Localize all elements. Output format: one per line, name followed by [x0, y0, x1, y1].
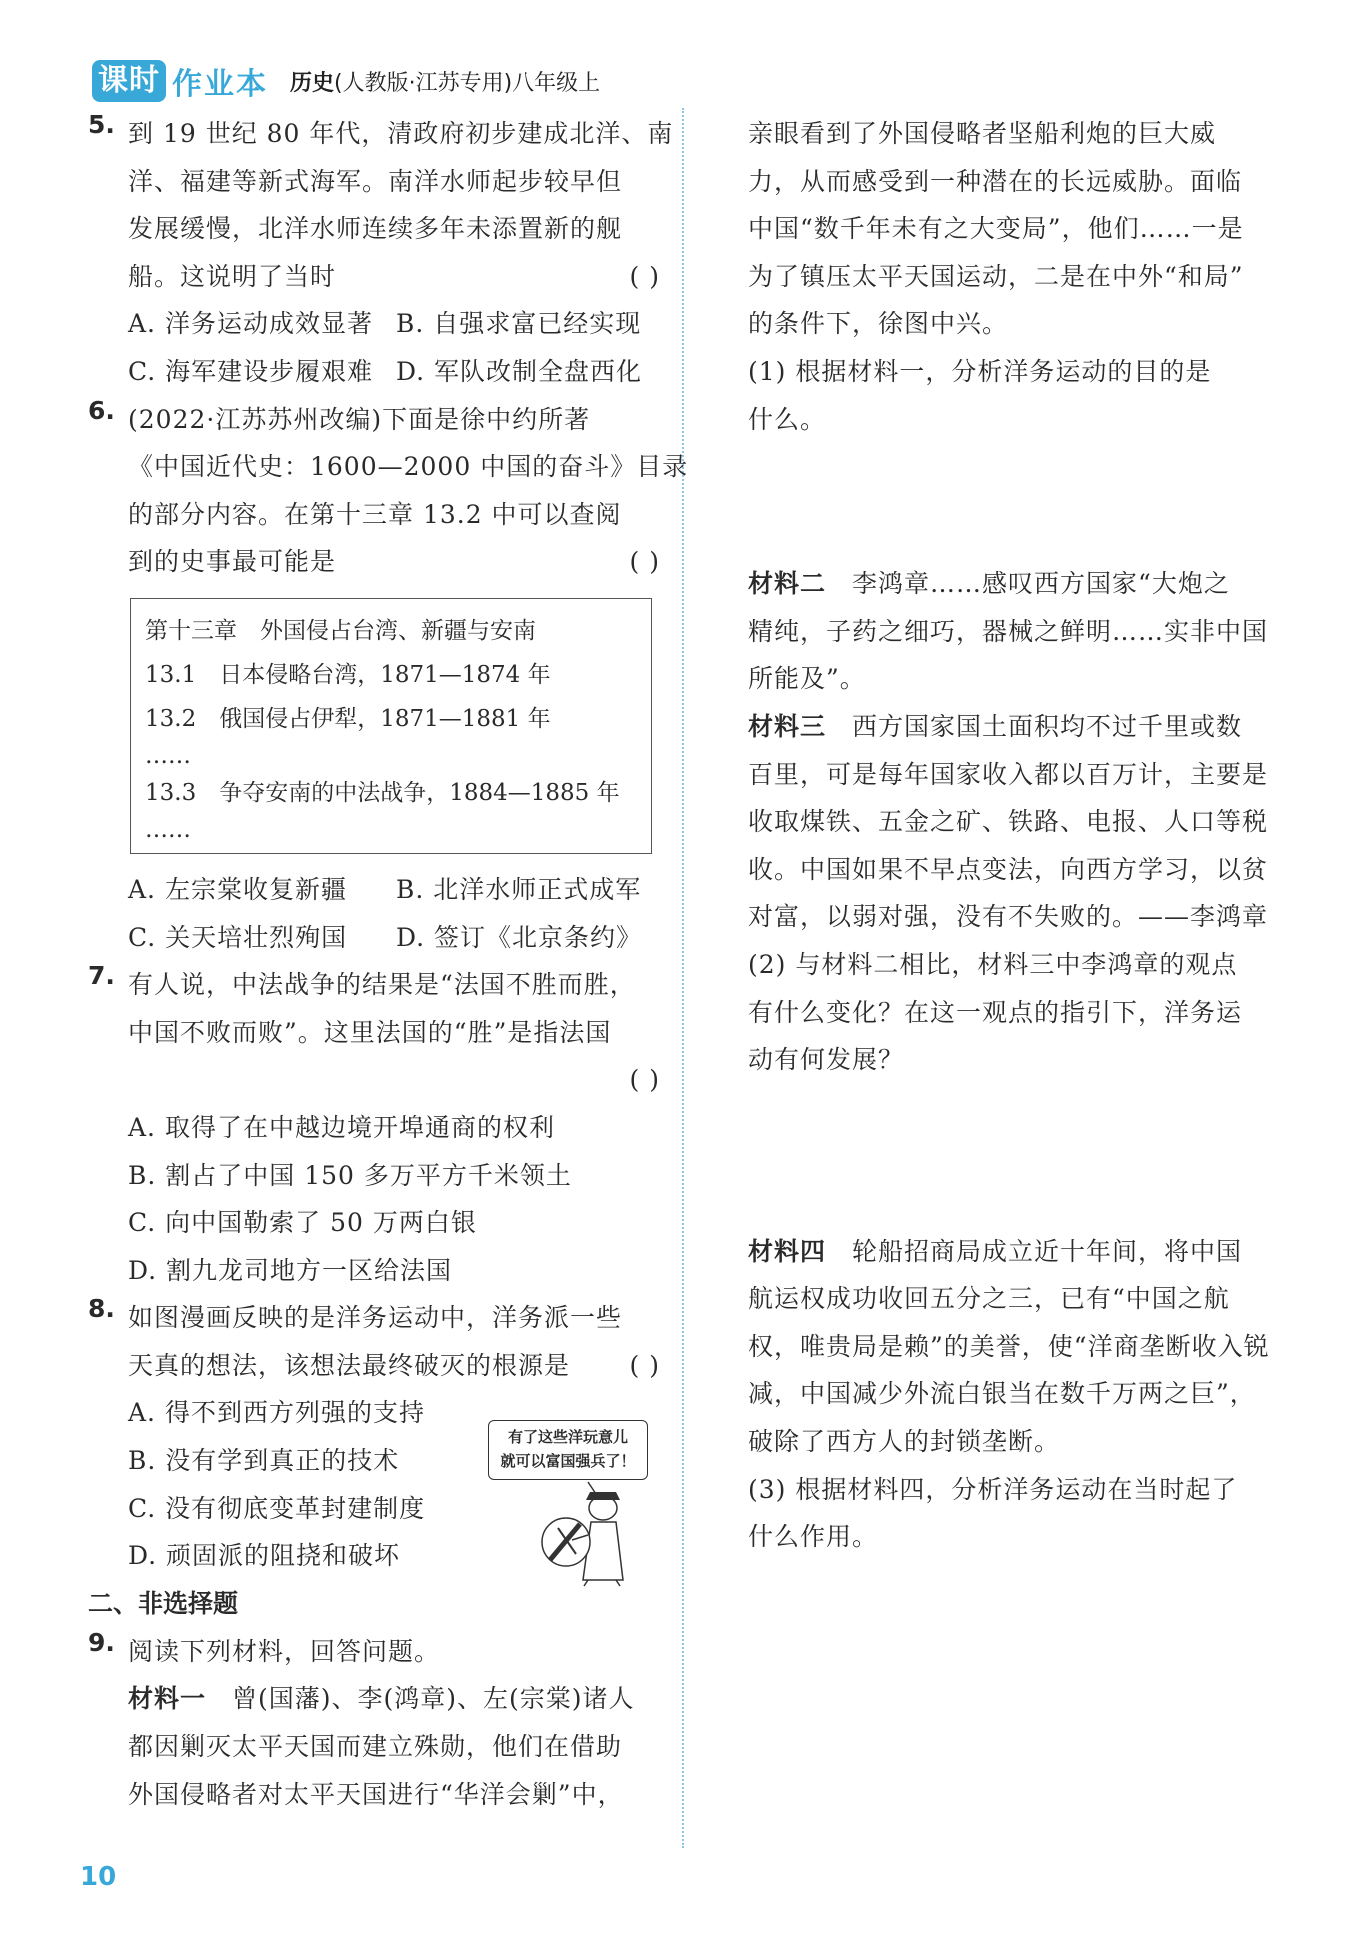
- question-text-line: 有人说，中法战争的结果是“法国不胜而胜，: [128, 970, 636, 1000]
- question-text-line: 如图漫画反映的是洋务运动中，洋务派一些: [128, 1303, 623, 1333]
- table-of-contents-box: [130, 598, 652, 854]
- page-number: 10: [80, 1862, 117, 1892]
- question-text-line: 到 19 世纪 80 年代，清政府初步建成北洋、南: [128, 119, 674, 148]
- edition-text: (人教版·江苏专用)八年级上: [334, 70, 601, 96]
- option-c[interactable]: C. 向中国勒索了 50 万两白银: [128, 1208, 477, 1238]
- material-line: 权，唯贵局是赖”的美誉，使“洋商垄断收入锐: [748, 1331, 1270, 1361]
- answer-bracket[interactable]: ( ): [629, 1065, 660, 1095]
- question-7: [88, 961, 660, 1104]
- option-d[interactable]: D. 签订《北京条约》: [396, 922, 643, 952]
- material-line: 收取煤铁、五金之矿、铁路、电报、人口等税: [748, 807, 1269, 837]
- right-column: [748, 110, 1288, 1761]
- page-header: [92, 58, 600, 104]
- options-row: [88, 300, 660, 348]
- option-a[interactable]: A. 得不到西方列强的支持: [128, 1398, 425, 1428]
- option-c[interactable]: C. 没有彻底变革封建制度: [128, 1493, 426, 1523]
- material-line: 为了镇压太平天国运动，二是在中外“和局”: [748, 261, 1244, 291]
- material-text: 轮船招商局成立近十年间，将中国: [852, 1236, 1243, 1266]
- material-line: 力，从而感受到一种潜在的长远威胁。面临: [748, 166, 1243, 196]
- material-line: 减，中国减少外流白银当在数千万两之巨”，: [748, 1379, 1256, 1409]
- toc-line: 13.2 俄国侵占伊犁，1871—1881 年: [145, 705, 551, 732]
- answer-bracket[interactable]: ( ): [629, 1350, 660, 1380]
- brand-logo: [92, 59, 268, 103]
- question-6: [88, 395, 689, 586]
- option-d[interactable]: D. 军队改制全盘西化: [396, 356, 643, 386]
- toc-line: 13.3 争夺安南的中法战争，1884—1885 年: [145, 779, 620, 806]
- material-line: [748, 1228, 1288, 1276]
- sub-question-2: 动有何发展？: [748, 1045, 905, 1075]
- toc-line: 第十三章 外国侵占台湾、新疆与安南: [145, 617, 536, 644]
- material-line: 的条件下，徐图中兴。: [748, 309, 1009, 339]
- toc-line: ……: [145, 816, 191, 843]
- material-line: 航运权成功收回五分之三，已有“中国之航: [748, 1284, 1230, 1314]
- option-a[interactable]: A. 左宗棠收复新疆: [128, 874, 347, 904]
- option-d[interactable]: D. 顽固派的阻挠和破坏: [128, 1541, 401, 1571]
- column-divider: [682, 108, 684, 1848]
- material-line: 百里，可是每年国家收入都以百万计，主要是: [748, 759, 1269, 789]
- option-c[interactable]: C. 关天培壮烈殉国: [128, 922, 348, 952]
- answer-bracket[interactable]: ( ): [629, 547, 660, 577]
- material-text: 曾(国藩)、李(鸿章)、左(宗棠)诸人: [232, 1684, 635, 1714]
- option-b[interactable]: B. 自强求富已经实现: [396, 309, 642, 339]
- material-label: 材料四: [748, 1236, 827, 1266]
- option-c[interactable]: C. 海军建设步履艰难: [128, 356, 374, 386]
- answer-space[interactable]: [748, 1561, 1288, 1761]
- option-a[interactable]: A. 取得了在中越边境开埠通商的权利: [128, 1112, 555, 1142]
- material-line: 外国侵略者对太平天国进行“华洋会剿”中，: [128, 1779, 624, 1809]
- material-line: 亲眼看到了外国侵略者坚船利炮的巨大威: [748, 119, 1217, 148]
- official-figure-drawing: [488, 1480, 668, 1590]
- material-line: 对富，以弱对强，没有不失败的。——李鸿章: [748, 902, 1269, 932]
- options-row: [88, 866, 660, 914]
- option-b[interactable]: B. 北洋水师正式成军: [396, 874, 642, 904]
- cartoon-illustration: [488, 1420, 668, 1590]
- material-line: [748, 703, 1288, 751]
- material-label: 材料二: [748, 569, 827, 599]
- material-line: [128, 1675, 660, 1723]
- question-9: [88, 1628, 660, 1676]
- material-line: 精纯，子药之细巧，器械之鲜明……实非中国: [748, 616, 1269, 646]
- option-b[interactable]: B. 割占了中国 150 多万平方千米领土: [128, 1160, 572, 1190]
- question-text-line: 的部分内容。在第十三章 13.2 中可以查阅: [128, 499, 622, 529]
- bubble-text: 有了这些洋玩意儿: [507, 1428, 628, 1446]
- material-label: 材料一: [128, 1684, 207, 1714]
- sub-question-1: 什么。: [748, 404, 827, 434]
- logo-keshi: 课时: [92, 60, 166, 102]
- question-text: 船。这说明了当时: [128, 261, 337, 291]
- question-text-line: 中国不败而败”。这里法国的“胜”是指法国: [128, 1017, 612, 1047]
- material-line: 破除了西方人的封锁垄断。: [748, 1427, 1061, 1457]
- answer-space[interactable]: [748, 443, 1288, 560]
- question-number: 5.: [88, 110, 115, 139]
- question-number: 6.: [88, 395, 115, 425]
- subject-name: 历史: [290, 70, 335, 96]
- question-number: 8.: [88, 1294, 115, 1324]
- material-line: 都因剿灭太平天国而建立殊勋，他们在借助: [128, 1732, 623, 1762]
- material-text: 西方国家国土面积均不过千里或数: [852, 711, 1243, 741]
- sub-question-3: (3) 根据材料四，分析洋务运动在当时起了: [748, 1474, 1238, 1504]
- material-label: 材料三: [748, 711, 827, 741]
- toc-line: 13.1 日本侵略台湾，1871—1874 年: [145, 661, 551, 688]
- section-heading: 二、非选择题: [88, 1588, 239, 1618]
- question-text-line: [128, 538, 660, 586]
- answer-space[interactable]: [748, 1084, 1288, 1228]
- question-5: [88, 110, 674, 300]
- question-text-line: (2022·江苏苏州改编)下面是徐中约所著: [128, 404, 591, 434]
- question-text-line: 发展缓慢，北洋水师连续多年未添置新的舰: [128, 214, 623, 244]
- option-d[interactable]: D. 割九龙司地方一区给法国: [128, 1255, 453, 1285]
- sub-question-2: (2) 与材料二相比，材料三中李鸿章的观点: [748, 949, 1238, 979]
- question-text: 到的史事最可能是: [128, 547, 337, 577]
- question-number: 7.: [88, 961, 115, 991]
- material-line: 收。中国如果不早点变法，向西方学习，以贫: [748, 854, 1269, 884]
- sub-question-3: 什么作用。: [748, 1522, 879, 1552]
- material-line: 所能及”。: [748, 664, 866, 694]
- material-line: 中国“数千年未有之大变局”，他们……一是: [748, 214, 1244, 244]
- sub-question-2: 有什么变化？在这一观点的指引下，洋务运: [748, 997, 1243, 1027]
- answer-bracket-line: [128, 1056, 660, 1104]
- question-text: 天真的想法，该想法最终破灭的根源是: [128, 1350, 571, 1380]
- answer-bracket[interactable]: ( ): [629, 261, 660, 291]
- logo-zuoyeben: 作业本: [172, 67, 268, 102]
- header-subtitle: [290, 66, 600, 97]
- question-8: [88, 1294, 660, 1389]
- question-text-line: 洋、福建等新式海军。南洋水师起步较早但: [128, 166, 623, 196]
- speech-bubble: [488, 1420, 648, 1480]
- question-number: 9.: [88, 1627, 115, 1657]
- question-intro: 阅读下列材料，回答问题。: [128, 1636, 441, 1666]
- options-row: [88, 348, 660, 396]
- bubble-text: 就可以富国强兵了！: [500, 1452, 636, 1470]
- material-1: [88, 1675, 660, 1818]
- material-text: 李鸿章……感叹西方国家“大炮之: [852, 569, 1230, 599]
- question-text-line: 《中国近代史：1600—2000 中国的奋斗》目录: [128, 452, 689, 482]
- options-row: [88, 914, 660, 962]
- question-text-line: [128, 1342, 660, 1390]
- question-text-line: [128, 253, 660, 301]
- toc-line: ……: [145, 742, 191, 769]
- sub-question-1: (1) 根据材料一，分析洋务运动的目的是: [748, 356, 1212, 386]
- option-a[interactable]: A. 洋务运动成效显著: [128, 309, 373, 339]
- option-b[interactable]: B. 没有学到真正的技术: [128, 1446, 400, 1476]
- material-line: [748, 560, 1288, 608]
